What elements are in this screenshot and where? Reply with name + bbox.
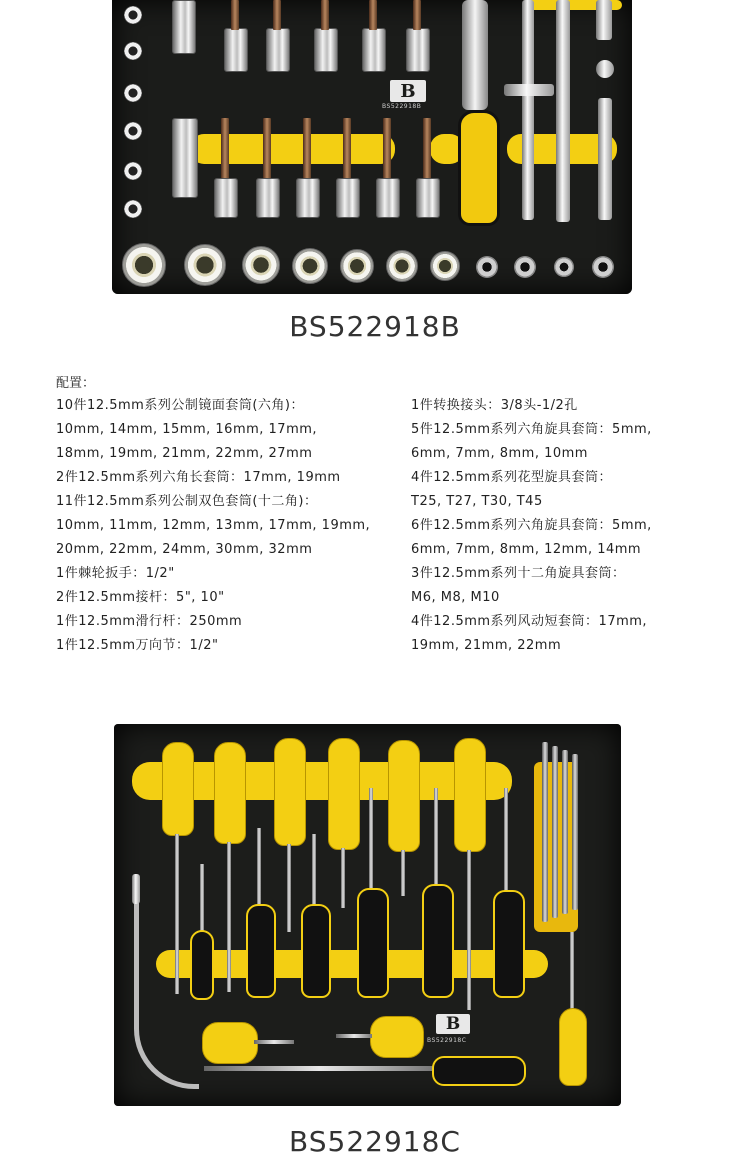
- small-socket: [124, 6, 142, 24]
- spec-line: 5件12.5mm系列六角旋具套筒：5mm,: [411, 422, 652, 437]
- extension-bar: [556, 0, 570, 222]
- screwdriver-shaft: [401, 850, 405, 896]
- spec-line: 3件12.5mm系列十二角旋具套筒：: [411, 566, 626, 581]
- screwdriver-handle: [422, 884, 454, 998]
- bit: [369, 0, 377, 30]
- spec-line: 6mm, 7mm, 8mm, 12mm, 14mm: [411, 542, 642, 557]
- screwdriver-shaft: [200, 864, 204, 934]
- spec-line: 1件12.5mm万向节：1/2": [56, 638, 219, 653]
- impact-socket: [476, 256, 498, 278]
- spec-left-column: [56, 394, 396, 658]
- screwdriver-handle: [454, 738, 486, 852]
- screwdriver-handle: [357, 888, 389, 998]
- spec-line: 1件棘轮扳手：1/2": [56, 566, 175, 581]
- bit: [221, 118, 229, 180]
- adapter: [596, 60, 614, 78]
- mirror-socket: [430, 251, 460, 281]
- impact-socket: [514, 256, 536, 278]
- mirror-socket: [340, 249, 374, 283]
- tool-tray-b-photo: [112, 0, 632, 294]
- bit: [413, 0, 421, 30]
- screwdriver-handle: [559, 1008, 587, 1086]
- hex-key: [542, 742, 548, 922]
- screwdriver-handle: [328, 738, 360, 850]
- bit-socket: [406, 28, 430, 72]
- spec-line: 10件12.5mm系列公制镜面套筒(六角)：: [56, 398, 304, 413]
- hex-key: [572, 754, 578, 910]
- spec-heading: 配置：: [56, 376, 96, 391]
- spec-line: 18mm, 19mm, 21mm, 22mm, 27mm: [56, 446, 313, 461]
- screwdriver-handle: [162, 742, 194, 836]
- bit-socket: [256, 178, 280, 218]
- universal-joint: [596, 0, 612, 40]
- bit-socket: [314, 28, 338, 72]
- bit-socket: [362, 28, 386, 72]
- bit: [321, 0, 329, 30]
- bit: [231, 0, 239, 30]
- model-title-b: BS522918B: [289, 310, 461, 343]
- bit-socket: [336, 178, 360, 218]
- spec-line: M6, M8, M10: [411, 590, 500, 605]
- bit-socket: [224, 28, 248, 72]
- bit: [303, 118, 311, 180]
- screwdriver-shaft: [369, 788, 373, 894]
- screwdriver-shaft: [341, 848, 345, 908]
- spec-line: 2件12.5mm系列六角长套筒：17mm, 19mm: [56, 470, 341, 485]
- screwdriver-handle: [301, 904, 331, 998]
- brand-logo: B: [436, 1014, 470, 1034]
- spec-line: 1件12.5mm滑行杆：250mm: [56, 614, 243, 629]
- screwdriver-shaft: [570, 932, 574, 1012]
- hex-key: [562, 750, 568, 914]
- screwdriver-shaft: [312, 834, 316, 914]
- screwdriver-shaft: [467, 850, 471, 1010]
- screwdriver-shaft: [336, 1034, 372, 1038]
- small-socket: [124, 42, 142, 60]
- long-socket: [172, 0, 196, 54]
- stubby-screwdriver-handle: [370, 1016, 424, 1058]
- bit: [343, 118, 351, 180]
- flexible-pickup-tool: [134, 884, 199, 1089]
- screwdriver-shaft: [287, 844, 291, 932]
- small-socket: [124, 162, 142, 180]
- screwdriver-shaft: [204, 1066, 434, 1071]
- sliding-t-bar: [504, 84, 554, 96]
- spec-line: 10mm, 11mm, 12mm, 13mm, 17mm, 19mm,: [56, 518, 371, 533]
- bit: [263, 118, 271, 180]
- small-socket: [124, 200, 142, 218]
- ratchet-wrench-handle: [458, 110, 500, 226]
- model-title-c: BS522918C: [289, 1125, 461, 1158]
- tray-model-imprint: BS522918C: [427, 1037, 467, 1044]
- bit: [383, 118, 391, 180]
- spec-line: T25, T27, T30, T45: [411, 494, 543, 509]
- screwdriver-handle: [246, 904, 276, 998]
- bit-socket: [266, 28, 290, 72]
- screwdriver-shaft: [227, 842, 231, 992]
- bit-socket: [376, 178, 400, 218]
- bit-socket: [416, 178, 440, 218]
- bit-socket: [214, 178, 238, 218]
- mirror-socket: [242, 246, 280, 284]
- small-socket: [124, 84, 142, 102]
- screwdriver-shaft: [254, 1040, 294, 1044]
- spec-line: 11件12.5mm系列公制双色套筒(十二角)：: [56, 494, 318, 509]
- impact-socket: [554, 257, 574, 277]
- stubby-screwdriver-handle: [202, 1022, 258, 1064]
- tray-rail: [156, 950, 548, 978]
- impact-socket: [592, 256, 614, 278]
- spec-line: 19mm, 21mm, 22mm: [411, 638, 562, 653]
- pickup-tool-tip: [132, 874, 140, 904]
- long-socket: [172, 118, 198, 198]
- extension-bar: [522, 0, 534, 220]
- screwdriver-handle: [214, 742, 246, 844]
- screwdriver-handle: [493, 890, 525, 998]
- screwdriver-shaft: [257, 828, 261, 908]
- tool-tray-c-photo: [114, 724, 621, 1106]
- spec-right-column: [411, 394, 731, 658]
- spec-line: 6件12.5mm系列六角旋具套筒：5mm,: [411, 518, 652, 533]
- mirror-socket: [292, 248, 328, 284]
- spec-line: 4件12.5mm系列风动短套筒：17mm,: [411, 614, 648, 629]
- bit-socket: [296, 178, 320, 218]
- spec-line: 10mm, 14mm, 15mm, 16mm, 17mm,: [56, 422, 318, 437]
- spec-line: 6mm, 7mm, 8mm, 10mm: [411, 446, 588, 461]
- spec-line: 1件转换接头：3/8头-1/2孔: [411, 398, 578, 413]
- screwdriver-handle: [274, 738, 306, 846]
- spec-line: 4件12.5mm系列花型旋具套筒：: [411, 470, 613, 485]
- bit: [423, 118, 431, 180]
- spec-line: 20mm, 22mm, 24mm, 30mm, 32mm: [56, 542, 313, 557]
- screwdriver-handle: [432, 1056, 526, 1086]
- bit: [273, 0, 281, 30]
- mirror-socket: [386, 250, 418, 282]
- small-socket: [124, 122, 142, 140]
- hex-key: [552, 746, 558, 918]
- brand-logo: B: [390, 80, 426, 102]
- spec-line: 2件12.5mm接杆：5", 10": [56, 590, 225, 605]
- tray-model-imprint: BS522918B: [382, 103, 422, 110]
- ratchet-wrench-head: [462, 0, 488, 110]
- screwdriver-handle: [388, 740, 420, 852]
- mirror-socket: [122, 243, 166, 287]
- mirror-socket: [184, 244, 226, 286]
- extension-bar: [598, 98, 612, 220]
